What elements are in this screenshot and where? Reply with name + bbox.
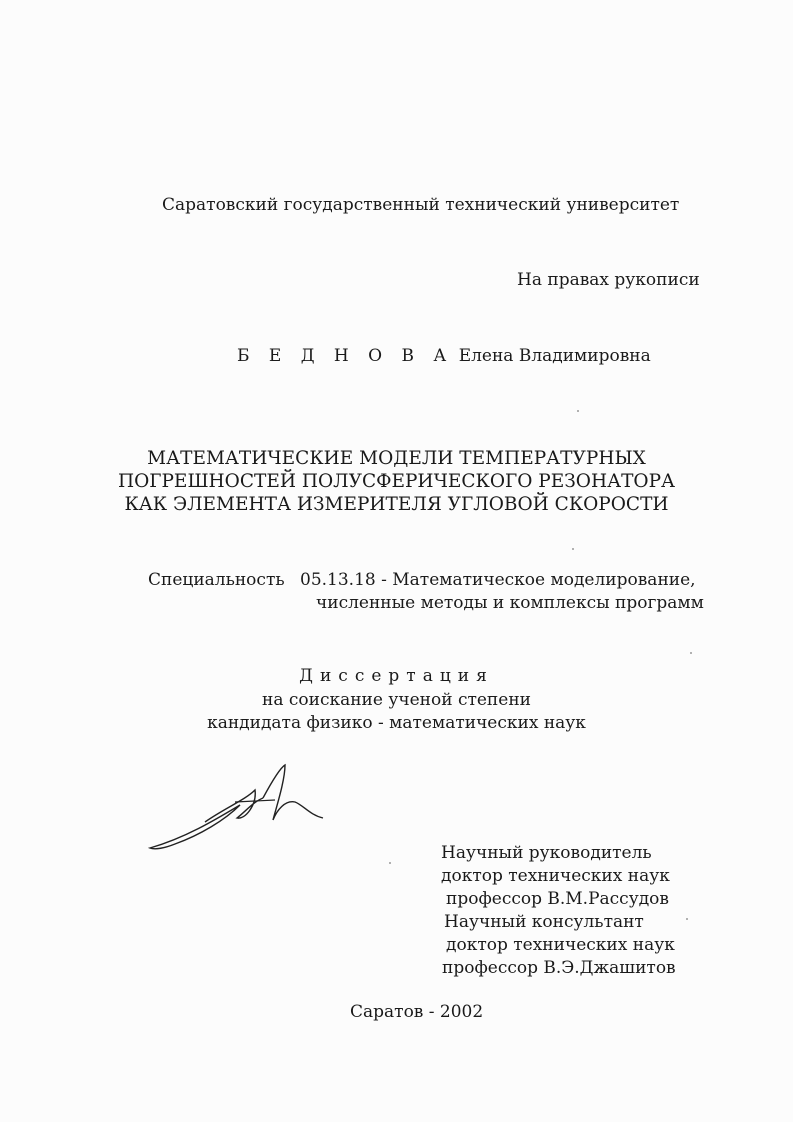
thesis-title-line-1: МАТЕМАТИЧЕСКИЕ МОДЕЛИ ТЕМПЕРАТУРНЫХ [147,448,646,469]
author-given-names: Елена Владимировна [458,346,651,366]
advisor-degree: доктор технических наук [441,866,670,886]
specialty-label: Специальность [148,570,285,590]
scan-speck [686,918,688,920]
dissertation-degree-line-1: на соискание ученой степени [261,690,531,710]
author-line [237,346,651,366]
advisor-role: Научный руководитель [441,843,652,863]
manuscript-rights-note: На правах рукописи [517,270,700,290]
dissertation-heading: Диссертация [299,666,494,686]
specialty-code-line: 05.13.18 - Математическое моделирование, [300,570,696,590]
dissertation-degree-line-2: кандидата физико - математических наук [207,713,586,733]
author-surname: Б Е Д Н О В А [237,346,454,366]
scan-speck [577,410,579,412]
place-and-year: Саратов - 2002 [350,1002,484,1022]
thesis-title-line-3: КАК ЭЛЕМЕНТА ИЗМЕРИТЕЛЯ УГЛОВОЙ СКОРОСТИ [124,494,669,515]
university-name: Саратовский государственный технический университет [162,195,680,215]
scan-speck [572,548,574,550]
consultant-name: профессор В.Э.Джашитов [442,958,676,978]
scan-speck [389,862,391,864]
thesis-title-line-2: ПОГРЕШНОСТЕЙ ПОЛУСФЕРИЧЕСКОГО РЕЗОНАТОРА [117,471,676,492]
author-signature [145,760,330,860]
advisor-name: профессор В.М.Рассудов [446,889,669,909]
scan-speck [690,652,692,654]
consultant-role: Научный консультант [444,912,644,932]
consultant-degree: доктор технических наук [446,935,675,955]
specialty-second-line: численные методы и комплексы программ [316,593,704,613]
